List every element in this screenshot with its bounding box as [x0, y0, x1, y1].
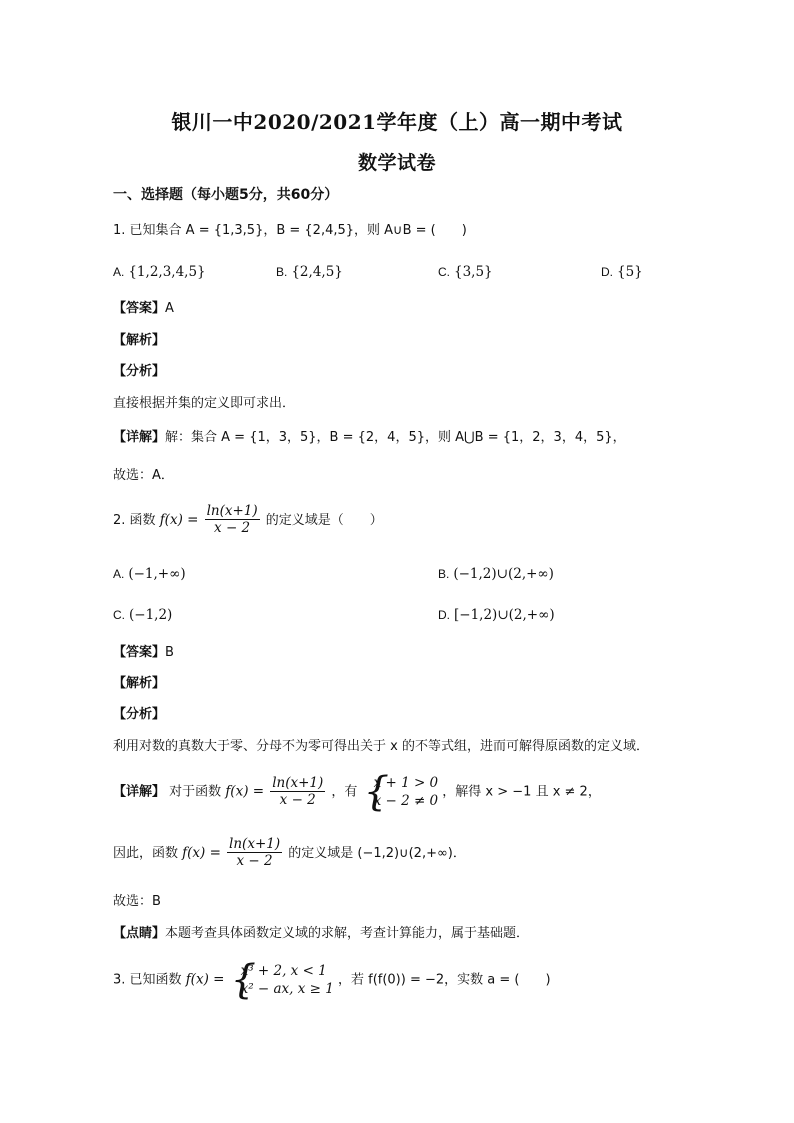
- q2-stem-suffix: 的定义域是（ ）: [265, 512, 383, 528]
- q2-therefore-function: f(x) =: [182, 844, 221, 861]
- q2-option-a: [113, 566, 186, 584]
- q2-detail: [113, 769, 601, 815]
- q2-detail-suffix: ，解得 x > −1 且 x ≠ 2，: [442, 784, 601, 800]
- q2-answer: [113, 645, 174, 662]
- question-3-stem: [113, 957, 551, 1003]
- detail-tag: 【详解】: [113, 430, 166, 445]
- q3-function-name: f(x) =: [185, 971, 225, 988]
- option-label: D.: [601, 265, 613, 279]
- question-1-stem: 1. 已知集合 A = {1,3,5}，B = {2,4,5}，则 A∪B = ( ): [113, 223, 467, 238]
- q2-detail-fraction: [270, 775, 325, 810]
- q2-therefore-suffix: 的定义域是 (−1,2)∪(2,+∞)．: [288, 845, 466, 861]
- answer-tag: 【答案】: [113, 645, 166, 660]
- q1-option-c: [438, 264, 493, 282]
- option-label: C.: [438, 265, 450, 279]
- q2-conclusion: 故选：B: [113, 894, 161, 909]
- q1-detail: [113, 430, 626, 447]
- left-brace: {: [363, 769, 390, 815]
- option-value: (−1,2)∪(2,+∞): [453, 566, 554, 582]
- q1-option-a: [113, 264, 206, 282]
- q1-option-b: [276, 264, 343, 282]
- q2-option-d: [438, 607, 555, 625]
- option-label: A.: [113, 265, 125, 279]
- exam-title: 银川一中2020/2021学年度（上）高一期中考试: [171, 110, 623, 134]
- piecewise-row-2: x² − ax, x ≥ 1: [240, 981, 334, 997]
- option-label: B.: [276, 265, 288, 279]
- q1-option-d: [601, 264, 643, 282]
- option-label: A.: [113, 567, 125, 581]
- option-value: {1,2,3,4,5}: [128, 264, 206, 280]
- left-brace: {: [230, 957, 257, 1003]
- system-row-1: x + 1 > 0: [373, 775, 439, 791]
- exam-subtitle: 数学试卷: [357, 152, 436, 174]
- q2-function-name: f(x) =: [159, 511, 199, 528]
- q3-stem-prefix: 3. 已知函数: [113, 972, 182, 988]
- detail-text: 解：集合 A = {1，3，5}，B = {2，4，5}，则 A⋃B = {1，2，3，4，5}，: [165, 430, 626, 445]
- q2-therefore-prefix: 因此，函数: [113, 845, 179, 861]
- q2-therefore: [113, 836, 466, 871]
- system-row-2: x − 2 ≠ 0: [373, 793, 439, 809]
- answer-tag: 【答案】: [113, 301, 166, 316]
- remark-tag: 【点睛】: [113, 926, 166, 941]
- option-label: D.: [438, 608, 450, 622]
- q2-option-c: [113, 607, 172, 625]
- remark-text: 本题考查具体函数定义域的求解，考查计算能力，属于基础题．: [165, 926, 530, 941]
- q2-inequality-system: [363, 769, 439, 815]
- q3-piecewise-definition: [230, 957, 334, 1003]
- answer-value: A: [165, 301, 174, 316]
- piecewise-row-1: x³ + 2, x < 1: [240, 963, 327, 979]
- q2-remark: [113, 926, 529, 943]
- q1-analysis: 直接根据并集的定义即可求出．: [113, 396, 296, 411]
- q1-conclusion: 故选：A．: [113, 468, 174, 483]
- section-heading: 一、选择题（每小题5分，共60分）: [113, 187, 339, 203]
- answer-value: B: [165, 645, 174, 660]
- option-value: {5}: [617, 264, 643, 280]
- fraction-denominator: x − 2: [279, 791, 316, 808]
- option-label: B.: [438, 567, 450, 581]
- fraction-numerator: ln(x+1): [272, 774, 324, 791]
- option-value: (−1,+∞): [128, 566, 186, 582]
- q2-detail-function: f(x) =: [225, 783, 265, 800]
- q2-therefore-fraction: [227, 836, 282, 871]
- fraction-denominator: x − 2: [236, 853, 273, 870]
- fraction-numerator: ln(x+1): [229, 836, 281, 852]
- option-value: [−1,2)∪(2,+∞): [454, 607, 555, 623]
- q1-jiexi-tag: 【解析】: [113, 333, 166, 348]
- option-value: {3,5}: [454, 264, 493, 280]
- option-value: {2,4,5}: [291, 264, 343, 280]
- fraction-denominator: x − 2: [214, 520, 251, 537]
- option-value: (−1,2): [129, 607, 173, 623]
- q2-stem-prefix: 2. 函数: [113, 512, 156, 528]
- question-2-stem: [113, 503, 383, 538]
- q2-fraction: [205, 503, 260, 538]
- q2-detail-prefix: 对于函数: [169, 784, 222, 800]
- q1-answer: [113, 301, 174, 318]
- q3-stem-suffix: ，若 f(f(0)) = −2，实数 a = ( ): [337, 972, 551, 988]
- option-label: C.: [113, 608, 125, 622]
- q2-analysis: 利用对数的真数大于零、分母不为零可得出关于 x 的不等式组，进而可解得原函数的定义域．: [113, 739, 649, 754]
- q2-jiexi-tag: 【解析】: [113, 676, 166, 691]
- detail-tag: 【详解】: [113, 784, 166, 800]
- fraction-numerator: ln(x+1): [206, 503, 258, 519]
- q2-option-b: [438, 566, 554, 584]
- q2-detail-mid: ，有: [331, 784, 358, 800]
- q2-fenxi-tag: 【分析】: [113, 707, 166, 722]
- q1-fenxi-tag: 【分析】: [113, 364, 166, 379]
